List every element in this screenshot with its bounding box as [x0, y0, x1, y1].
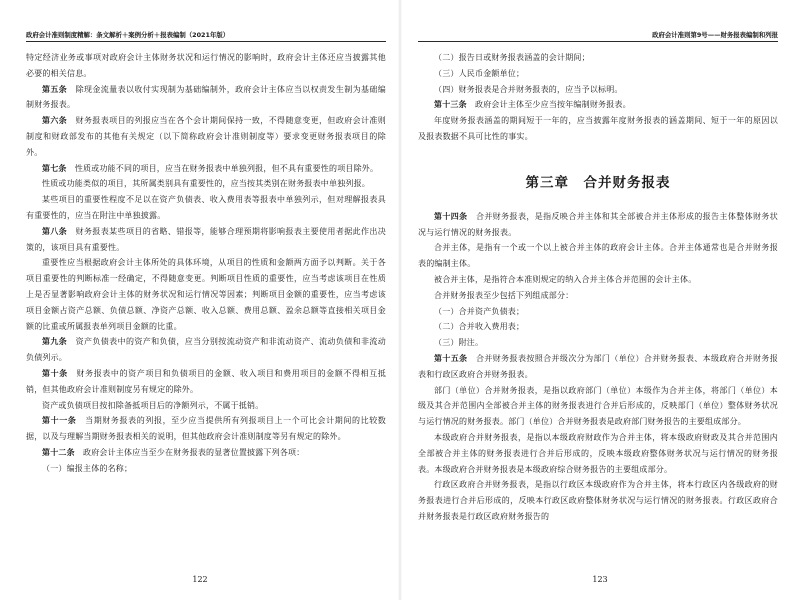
paragraph-text: （二）报告日或财务报表涵盖的会计期间； [434, 53, 590, 62]
body-paragraph [418, 477, 778, 524]
article-paragraph [26, 334, 386, 366]
paragraph-text: 性质或功能不同的项目，应当在财务报表中单独列报，但不具有重要性的项目除外。 [74, 163, 379, 173]
paragraph-text: 某些项目的重要性程度不足以在资产负债表、收入费用表等报表中单独列示，但对理解报表具有重要性的，应当在附注中单独披露。 [26, 195, 386, 220]
body-paragraph [418, 66, 778, 82]
paragraph-text: 财务报表中的资产项目和负债项目的金额、收入项目和费用项目的金额不得相互抵销，但其他政府会计准则制度另有规定的除外。 [26, 368, 387, 394]
body-paragraph [418, 240, 778, 272]
body-paragraph [26, 398, 386, 414]
body-paragraph [418, 272, 778, 288]
paragraph-text: 合并财务报表，是指反映合并主体和其全部被合并主体形成的报告主体整体财务状况与运行情况的财务报表。 [418, 211, 778, 237]
paragraph-text: 重要性应当根据政府会计主体所处的具体环境，从项目的性质和金额两方面予以判断。关于各项目重要性的判断标准一经确定，不得随意变更。判断项目性质的重要性，应当考虑该项目在性质上是否显著影响政府会计主体的财务状况和运行情况等因素；判断项目金额的重要性，应当考虑该项目金额占资产总额、负债总额、净资产总额、收入总额、费用总额、盈余总额等直接相关项目金额的比重或所属报表单列项目金额的比重。 [26, 258, 386, 331]
article-number: 第十五条 [434, 353, 468, 363]
paragraph-text: 当期财务报表的列报，至少应当提供所有列报项目上一个可比会计期间的比较数据，以及与理解当期财务报表相关的说明，但其他政府会计准则制度等另有规定的除外。 [26, 416, 387, 442]
paragraph-text: 特定经济业务或事项对政府会计主体财务状况和运行情况的影响时，政府会计主体还应当披露其他必要的相关信息。 [26, 53, 386, 78]
chapter-heading: 第三章 合并财务报表 [525, 174, 671, 191]
article-number: 第九条 [42, 337, 68, 347]
body-paragraph [26, 461, 386, 477]
paragraph-text: 本级政府合并财务报表，是指以本级政府财政作为合并主体，将本级政府财政及其合并范围内全部被合并主体的财务报表进行合并后形成的，反映本级政府整体财务状况与运行情况的财务报表。本级政府合并财务报表是本级政府综合财务报告的主要组成部分。 [418, 432, 778, 474]
article-paragraph [26, 224, 386, 256]
body-paragraph [418, 304, 778, 320]
paragraph-text: 部门（单位）合并财务报表，是指以政府部门（单位）本级作为合并主体，将部门（单位）本级及其合并范围内全部被合并主体的财务报表进行合并后形成的，反映部门（单位）整体财务状况与运行情况的财务报表。部门（单位）合并财务报表是政府部门财务报告的主要组成部分。 [418, 385, 778, 427]
right-paragraphs-before [418, 50, 778, 145]
article-number: 第十条 [42, 368, 68, 378]
article-paragraph [418, 351, 778, 383]
paragraph-text: （三）附注。 [434, 338, 484, 348]
article-paragraph [26, 82, 386, 114]
article-number: 第五条 [42, 84, 68, 94]
paragraph-text: 政府会计主体至少应当按年编制财务报表。 [475, 100, 631, 110]
article-paragraph [26, 445, 386, 461]
paragraph-text: 被合并主体，是指符合本准则规定的纳入合并主体合并范围的会计主体。 [434, 274, 697, 284]
article-paragraph [26, 161, 386, 177]
article-number: 第十二条 [42, 447, 75, 457]
paragraph-text: 资产或负债项目按扣除备抵项目后的净额列示，不属于抵销。 [42, 400, 264, 410]
body-paragraph [26, 192, 386, 224]
paragraph-text: 行政区政府合并财务报表，是指以行政区本级政府作为合并主体，将本行政区内各级政府的财务报表进行合并后形成的，反映本行政区政府整体财务状况与运行情况的财务报表。行政区政府合并财务报表是行政区政府财务报告的 [418, 480, 778, 521]
article-paragraph [418, 97, 778, 113]
paragraph-text: （一）编报主体的名称； [42, 463, 133, 473]
article-paragraph [26, 413, 386, 445]
article-number: 第十三条 [434, 100, 467, 110]
right-page-body [418, 42, 778, 525]
left-page-number: 122 [192, 575, 208, 584]
paragraph-text: 财务报表项目的列报应当在各个会计期间保持一致，不得随意变更，但政府会计准则制度和财政部发布的其他有关规定（以下简称政府会计准则制度等）要求变更财务报表项目的除外。 [26, 116, 386, 157]
paragraph-text: （四）财务报表是合并财务报表的，应当予以标明。 [434, 84, 623, 94]
body-paragraph [418, 113, 778, 145]
article-number: 第六条 [42, 116, 68, 126]
article-paragraph [418, 209, 778, 241]
body-paragraph [418, 50, 778, 66]
paragraph-text: 年度财务报表涵盖的期间短于一年的，应当披露年度财务报表的涵盖期间、短于一年的原因以及报表数据不具可比性的事实。 [418, 116, 778, 141]
body-paragraph [26, 255, 386, 334]
body-paragraph [418, 319, 778, 335]
paragraph-text: 性质或功能类似的项目，其所属类别具有重要性的，应当按其类别在财务报表中单独列报。 [42, 179, 370, 189]
left-running-head: 政府会计准则制度精解：条文解析＋案例分析＋报表编制（2021年版） [26, 0, 386, 42]
paragraph-text: 资产负债表中的资产和负债，应当分别按流动资产和非流动资产、流动负债和非流动负债列示。 [26, 337, 386, 363]
article-number: 第十四条 [434, 211, 468, 221]
body-paragraph [26, 176, 386, 192]
paragraph-text: （一）合并资产负债表； [434, 306, 525, 316]
paragraph-text: （三）人民币金额单位； [434, 68, 525, 78]
body-paragraph [418, 383, 778, 430]
paragraph-text: 合并主体，是指有一个或一个以上被合并主体的政府会计主体。合并主体通常也是合并财务报表的编制主体。 [418, 243, 778, 269]
article-number: 第八条 [42, 226, 68, 236]
body-paragraph [26, 50, 386, 82]
body-paragraph [418, 335, 778, 351]
body-paragraph [418, 82, 778, 98]
article-number: 第七条 [42, 163, 67, 173]
right-running-head: 政府会计准则第9号——财务报表编制和列报 [418, 0, 778, 42]
paragraph-text: （二）合并收入费用表； [434, 322, 525, 332]
right-page [400, 0, 800, 600]
article-paragraph [26, 366, 386, 398]
paragraph-text: 除现金流量表以收付实现制为基础编制外，政府会计主体应当以权责发生制为基础编制财务报表。 [26, 84, 386, 110]
right-paragraphs-after [418, 209, 778, 525]
left-page-body [26, 42, 386, 477]
body-paragraph [418, 430, 778, 477]
body-paragraph [418, 288, 778, 304]
article-paragraph [26, 113, 386, 160]
paragraph-text: 合并财务报表至少包括下列组成部分： [434, 290, 574, 300]
article-number: 第十一条 [42, 416, 77, 426]
paragraph-text: 财务报表某些项目的省略、错报等，能够合理预期将影响报表主要使用者据此作出决策的，该项目具有重要性。 [26, 226, 386, 252]
paragraph-text: 合并财务报表按照合并级次分为部门（单位）合并财务报表、本级政府合并财务报表和行政区政府合并财务报表。 [418, 353, 778, 379]
paragraph-text: 政府会计主体应当至少在财务报表的显著位置披露下列各项： [83, 447, 305, 457]
right-page-number: 123 [592, 575, 608, 584]
